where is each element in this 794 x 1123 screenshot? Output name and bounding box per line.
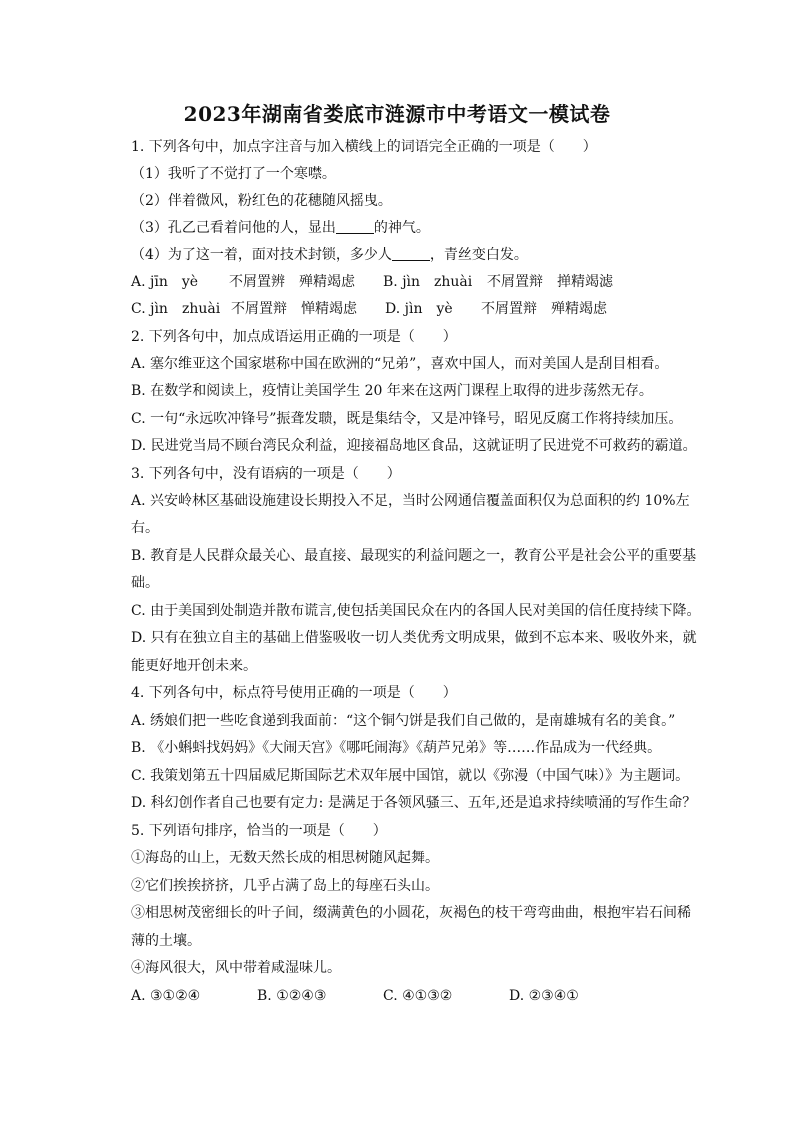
q1-option-a-pinyin: A. jīn yè [131,274,199,290]
q1-option-a-words: 不屑置辨 殚精竭虑 [229,274,355,290]
q1-stem: 1. 下列各句中，加点字注音与加入横线上的词语完全正确的一项是（ ） [131,139,597,155]
q5-stem: 5. 下列语句排序，恰当的一项是（ ） [131,823,387,839]
q2-stem: 2. 下列各句中，加点成语运用正确的一项是（ ） [131,329,457,345]
q4-option-d: D. 科幻创作者自己也要有定力: 是满足于各领风骚三、五年,还是追求持续喷涌的写作生命？ [131,795,697,811]
q3-option-c: C. 由于美国到处制造并散布谎言,使包括美国民众在内的各国人民对美国的信任度持续下降。 [131,603,701,619]
q5-sentence-3-line2: 薄的土壤。 [131,933,201,949]
q4-option-c: C. 我策划第五十四届威尼斯国际艺术双年展中国馆，就以《弥漫（中国气味）》为主题词。 [131,768,690,784]
q1-option-c-words: 不屑置辩 惮精竭虑 [231,301,357,317]
q1-s3-before-blank: （3）孔乙己看着问他的人，显出 [131,220,336,236]
q1-option-b-pinyin: B. jìn zhuài [383,274,473,290]
q1-option-b-words: 不屑置辩 掸精竭滤 [487,274,613,290]
q3-option-d-line2: 能更好地开创未来。 [131,658,257,674]
q2-option-d: D. 民进党当局不顾台湾民众利益，迎接福岛地区食品，这就证明了民进党不可救药的霸道。 [131,438,697,454]
q5-option-a: A. ③①②④ [131,988,201,1004]
q4-stem: 4. 下列各句中，标点符号使用正确的一项是（ ） [131,685,457,701]
q1-sentence-3 [131,218,711,238]
q1-option-c-pinyin: C. jìn zhuài [131,301,221,317]
q2-option-c: C. 一句“永远吹冲锋号”振聋发聩，既是集结令，又是冲锋号，昭见反腐工作将持续加压。 [131,411,683,427]
q3-option-d-line1: D. 只有在独立自主的基础上借鉴吸收一切人类优秀文明成果，做到不忘本来、吸收外来，就 [131,630,697,646]
q1-options-ab [131,272,711,292]
q5-option-b: B. ①②④③ [257,988,327,1004]
q5-option-d: D. ②③④① [509,988,579,1004]
q5-option-c: C. ④①③② [383,988,453,1004]
q2-option-a: A. 塞尔维亚这个国家堪称中国在欧洲的“兄弟”，喜欢中国人，而对美国人是刮目相看。 [131,356,669,372]
q5-sentence-4: ④海风很大，风中带着咸湿味儿。 [131,960,341,976]
q4-option-a: A. 绣娘们把一些吃食递到我面前：“这个铜勺饼是我们自己做的，是南雄城有名的美食。” [131,713,676,729]
q1-s3-after-blank: 的神气。 [373,220,430,236]
q3-option-b-line2: 础。 [131,575,159,591]
page-title: 2023年湖南省娄底市涟源市中考语文一模试卷 [183,102,611,126]
q1-options-cd [131,299,711,319]
q5-sentence-1: ①海岛的山上，无数天然长成的相思树随风起舞。 [131,850,439,866]
q3-stem: 3. 下列各句中，没有语病的一项是（ ） [131,466,401,482]
q5-options [131,986,711,1006]
q1-sentence-4 [131,245,711,265]
fill-blank [336,219,374,234]
q4-option-b: B. 《小蝌蚪找妈妈》《大闹天宫》《哪吒闹海》《葫芦兄弟》等……作品成为一代经典。 [131,740,662,756]
q1-s4-before-blank: （4）为了这一着，面对技术封锁，多少人 [131,247,392,263]
q1-s4-after-blank: ，青丝变白发。 [429,247,528,263]
q5-sentence-2: ②它们挨挨挤挤，几乎占满了岛上的每座石头山。 [131,878,439,894]
q3-option-a-line2: 右。 [131,520,159,536]
q1-option-d-pinyin: D. jìn yè [385,301,453,317]
q1-sentence-1: （1）我听了不觉打了一个寒噤。 [131,166,336,182]
q5-sentence-3-line1: ③相思树茂密细长的叶子间，缀满黄色的小圆花，灰褐色的枝干弯弯曲曲，根抱牢岩石间稀 [131,905,691,921]
q3-option-a-line1: A. 兴安岭林区基础设施建设长期投入不足，当时公网通信覆盖面积仅为总面积的约 10%左 [131,493,690,509]
q1-option-d-words: 不屑置辩 殚精竭虑 [481,301,607,317]
q2-option-b: B. 在数学和阅读上，疫情让美国学生 20 年来在这两门课程上取得的进步荡然无存。 [131,383,653,399]
q1-sentence-2: （2）伴着微风，粉红色的花穗随风摇曳。 [131,193,392,209]
fill-blank [392,246,430,261]
q3-option-b-line1: B. 教育是人民群众最关心、最直接、最现实的利益问题之一，教育公平是社会公平的重要基 [131,548,697,564]
